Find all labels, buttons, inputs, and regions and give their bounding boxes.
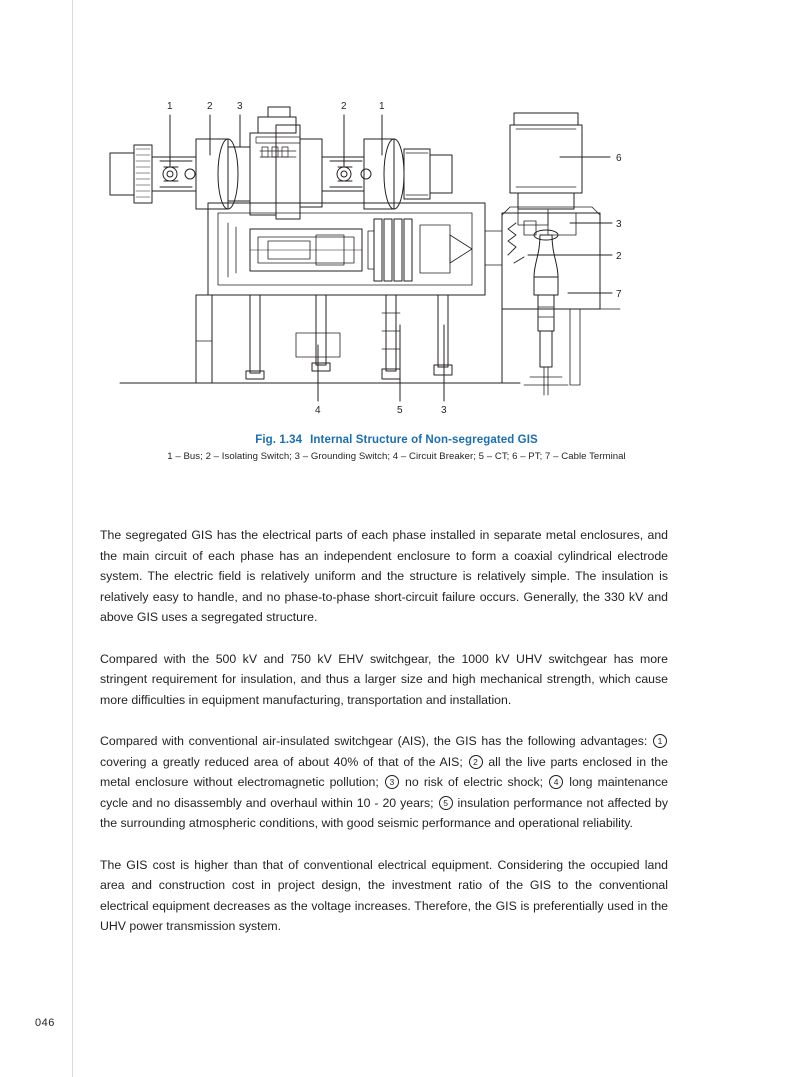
callout-bottom-4: 4 — [315, 405, 321, 416]
callout-top-right-1: 1 — [379, 101, 385, 112]
callout-right-7: 7 — [616, 289, 622, 300]
figure-legend: 1 – Bus; 2 – Isolating Switch; 3 – Grounding Switch; 4 – Circuit Breaker; 5 – CT; 6 – PT; 7 – Cable Terminal — [167, 451, 626, 462]
callout-right-6: 6 — [616, 153, 622, 164]
body-text-column — [100, 525, 668, 937]
figure-caption — [100, 434, 693, 446]
paragraph-uhv-comparison: Compared with the 500 kV and 750 kV EHV switchgear, the 1000 kV UHV switchgear has more stringent requirement for insulation, and thus a larger size and high mechanical strength, which cause more difficulties in equipment manufacturing, transportation and installation. — [100, 651, 668, 707]
callout-top-right-2: 2 — [341, 101, 347, 112]
advantage-text-5: insulation performance not affected by the surrounding atmospheric conditions, with good seismic performance and operational reliability. — [100, 795, 668, 830]
callout-right-2: 2 — [616, 251, 622, 262]
paragraph-advantages — [100, 731, 668, 834]
callout-top-left-1: 1 — [167, 101, 173, 112]
advantage-marker-3: 3 — [385, 775, 399, 789]
figure-caption-title: Internal Structure of Non-segregated GIS — [310, 434, 538, 446]
page-number: 046 — [35, 1017, 55, 1029]
callout-bottom-5: 5 — [397, 405, 403, 416]
advantages-lead: Compared with conventional air-insulated switchgear (AIS), the GIS has the following advantages: — [100, 734, 652, 748]
paragraph-gis-cost: The GIS cost is higher than that of conventional electrical equipment. Considering the occupied land area and construction cost in project design, the investment ratio of the GIS to the conventional electrical equipment decreases as the voltage increases. Therefore, the GIS is preferentially used in the UHV power transmission system. — [100, 857, 668, 933]
advantage-marker-5: 5 — [439, 796, 453, 810]
advantage-text-3: no risk of electric shock; — [399, 775, 549, 789]
advantage-text-1: covering a greatly reduced area of about 40% of that of the AIS; — [100, 754, 468, 769]
page-margin-rule — [72, 0, 73, 1077]
callout-top-left-2: 2 — [207, 101, 213, 112]
callout-bottom-3: 3 — [441, 405, 447, 416]
figure-caption-number: Fig. 1.34 — [255, 434, 303, 446]
gis-internal-structure-drawing — [100, 95, 700, 455]
figure-illustration — [100, 95, 700, 455]
advantage-marker-1: 1 — [653, 734, 667, 748]
advantage-text-4: long maintenance cycle and no disassembly and overhaul within 10 - 20 years; — [100, 775, 669, 810]
advantage-marker-2: 2 — [469, 755, 483, 769]
callout-right-3: 3 — [616, 219, 622, 230]
callout-top-left-3: 3 — [237, 101, 243, 112]
advantage-text-2: all the live parts enclosed in the metal enclosure without electromagnetic pollution; — [100, 754, 668, 789]
paragraph-segregated-gis: The segregated GIS has the electrical parts of each phase installed in separate metal enclosures, and the main circuit of each phase has an independent enclosure to form a coaxial cylindrical electrode system. The electric field is relatively uniform and the structure is relatively simple. The insulation is relatively easy to handle, and no phase-to-phase short-circuit failure occurs. Generally, the 330 kV and above GIS uses a segregated structure. — [100, 528, 668, 624]
advantage-marker-4: 4 — [549, 775, 563, 789]
